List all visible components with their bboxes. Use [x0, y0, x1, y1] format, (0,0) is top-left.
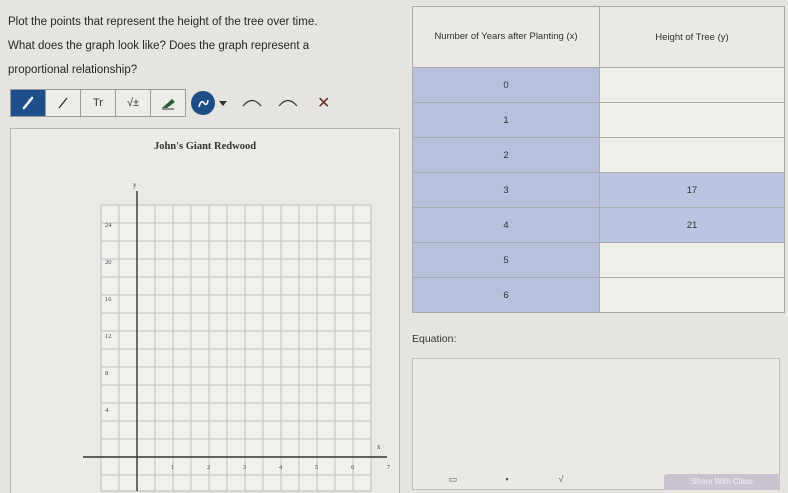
- drawing-toolbar: [10, 88, 390, 118]
- x-column-header: Number of Years after Planting (x): [413, 7, 600, 68]
- table-row: [413, 173, 785, 208]
- undo-icon: [241, 97, 263, 107]
- table-row: [413, 103, 785, 138]
- x-value-cell: 3: [413, 173, 600, 208]
- table-row: [413, 138, 785, 173]
- y-value-cell[interactable]: [600, 278, 785, 313]
- share-with-class-button[interactable]: Share With Class: [664, 474, 780, 490]
- equation-label: Equation:: [412, 333, 457, 345]
- y-value-cell[interactable]: [600, 103, 785, 138]
- equation-toolbar: [412, 472, 780, 492]
- clear-button[interactable]: [317, 93, 330, 113]
- math-tool-button[interactable]: [115, 89, 151, 117]
- text-icon: Tr: [93, 97, 103, 109]
- y-value-cell: 21: [600, 208, 785, 243]
- fraction-icon: ▭: [448, 474, 458, 484]
- grid-background: [101, 205, 371, 491]
- sqrt-icon: √±: [126, 97, 140, 109]
- y-tick-label: 20: [105, 259, 112, 266]
- y-value-cell[interactable]: [600, 138, 785, 173]
- x-tick-label: 7: [387, 464, 391, 471]
- table-row: [413, 243, 785, 278]
- y-tick-label: 4: [105, 407, 109, 414]
- line-icon: [56, 96, 70, 110]
- x-value-cell: 6: [413, 278, 600, 313]
- prompt-line-3: proportional relationship?: [8, 64, 138, 76]
- data-table: [412, 6, 785, 313]
- sqrt-button[interactable]: [548, 474, 574, 490]
- x-tick-label: 5: [315, 464, 319, 471]
- exponent-button[interactable]: [494, 474, 520, 490]
- chevron-down-icon[interactable]: [219, 101, 227, 106]
- y-value-cell[interactable]: [600, 243, 785, 278]
- line-tool-button[interactable]: [45, 89, 81, 117]
- x-value-cell: 1: [413, 103, 600, 138]
- prompt-line-1: Plot the points that represent the height of the tree over time.: [8, 16, 318, 28]
- redo-button[interactable]: [277, 94, 299, 112]
- undo-button[interactable]: [241, 94, 263, 112]
- x-value-cell: 2: [413, 138, 600, 173]
- table-row: [413, 68, 785, 103]
- table-row: [413, 278, 785, 313]
- x-tick-label: 3: [243, 464, 247, 471]
- x-tick-label: 6: [351, 464, 355, 471]
- prompt-line-2: What does the graph look like? Does the graph represent a: [8, 40, 310, 52]
- y-tick-label: 24: [105, 222, 112, 229]
- y-tick-label: 8: [105, 370, 109, 377]
- y-axis-label: y: [133, 181, 137, 189]
- x-tick-label: 1: [171, 464, 175, 471]
- redo-icon: [277, 97, 299, 107]
- x-value-cell: 4: [413, 208, 600, 243]
- close-icon: ✕: [317, 95, 331, 112]
- y-column-header: Height of Tree (y): [600, 7, 785, 68]
- coordinate-grid[interactable]: [71, 179, 391, 491]
- y-value-cell: 17: [600, 173, 785, 208]
- x-value-cell: 0: [413, 68, 600, 103]
- graph-title: John's Giant Redwood: [153, 141, 257, 152]
- equation-input[interactable]: [412, 358, 780, 490]
- eraser-icon: [160, 96, 176, 110]
- stroke-icon: [197, 97, 209, 109]
- eraser-tool-button[interactable]: [150, 89, 186, 117]
- sqrt-icon: √: [558, 474, 564, 484]
- color-picker-button[interactable]: [191, 91, 215, 115]
- question-prompt: [8, 10, 388, 82]
- y-tick-label: 12: [105, 333, 112, 340]
- y-tick-label: 16: [105, 296, 112, 303]
- table-row: [413, 208, 785, 243]
- x-tick-label: 4: [279, 464, 283, 471]
- x-axis-label: x: [377, 443, 381, 451]
- pen-tool-button[interactable]: [10, 89, 46, 117]
- exponent-icon: ▪: [505, 474, 509, 484]
- graph-panel[interactable]: [10, 128, 400, 493]
- y-value-cell[interactable]: [600, 68, 785, 103]
- x-value-cell: 5: [413, 243, 600, 278]
- fraction-button[interactable]: [440, 474, 466, 490]
- text-tool-button[interactable]: [80, 89, 116, 117]
- x-tick-label: 2: [207, 464, 211, 471]
- pen-icon: [21, 96, 35, 110]
